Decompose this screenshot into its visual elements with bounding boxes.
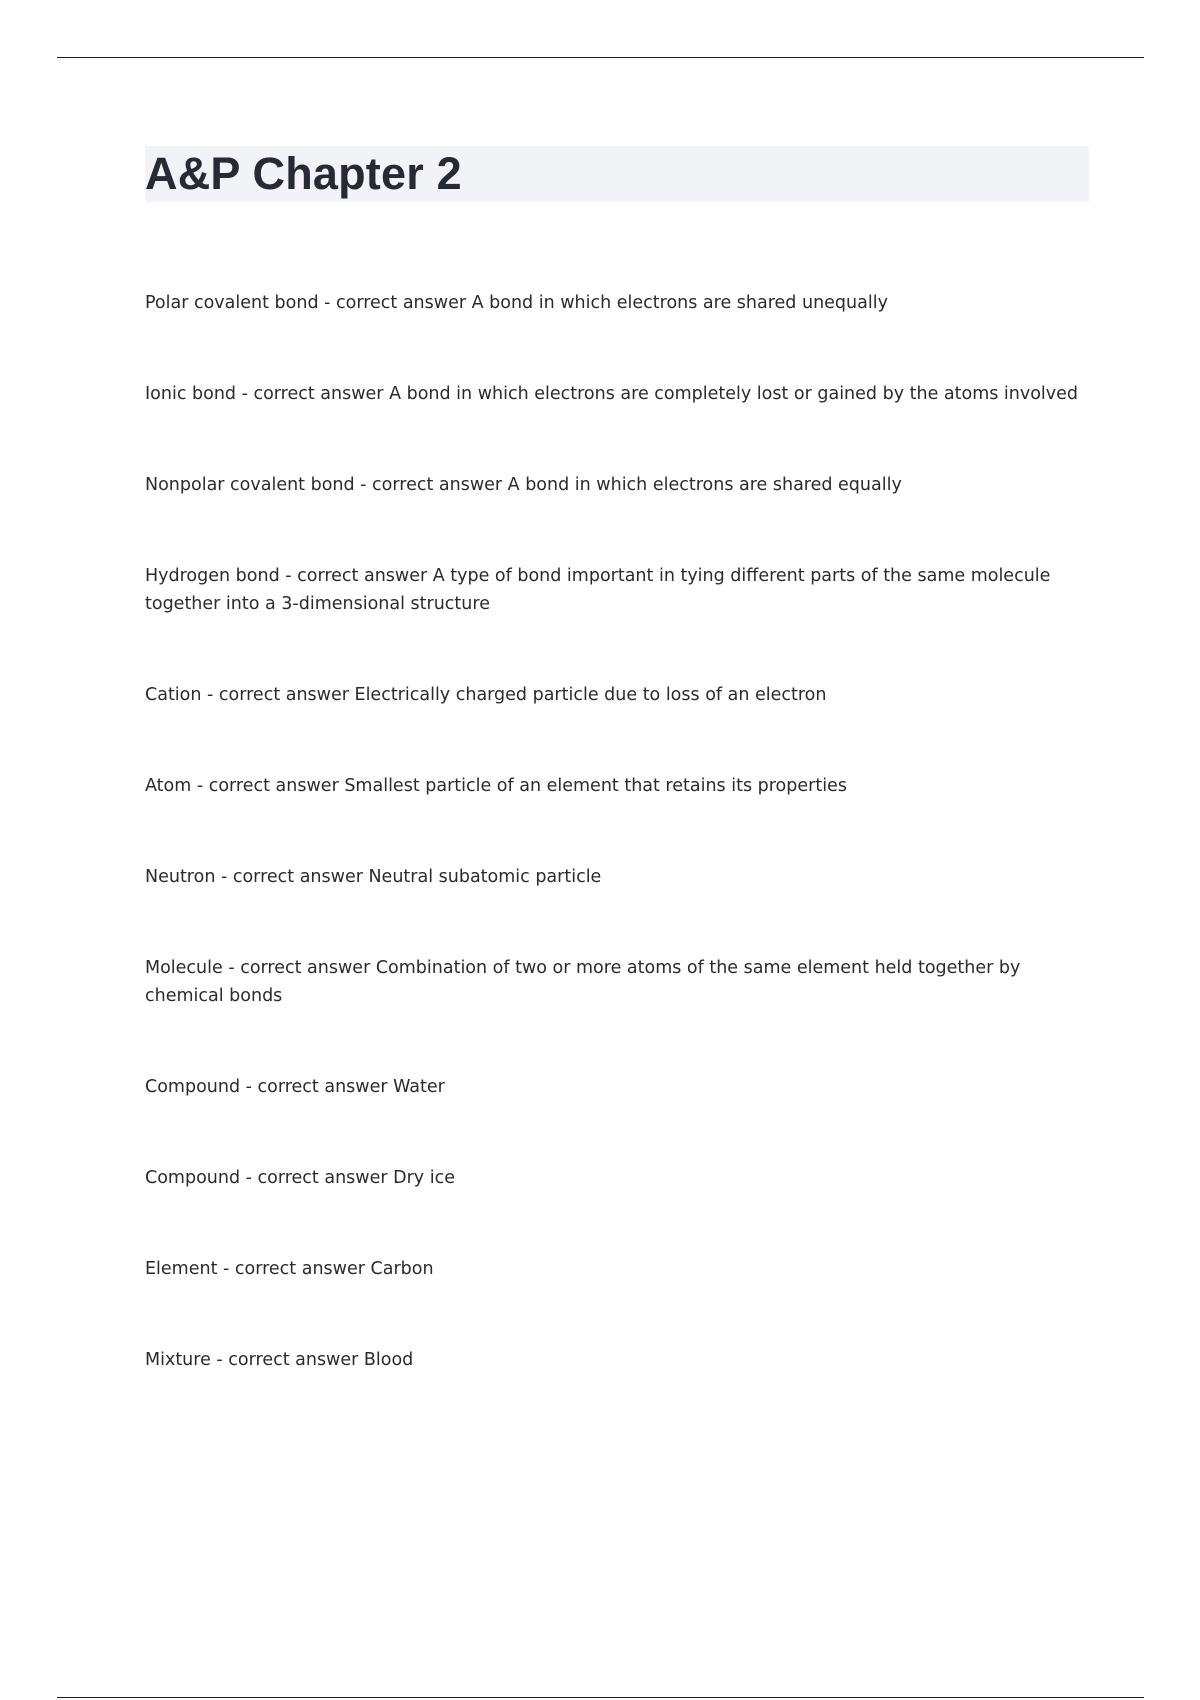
flashcard-entry: Hydrogen bond - correct answer A type of bond important in tying different parts of the same molecule together into a 3-dimensional structure (145, 566, 1051, 614)
top-rule (57, 57, 1144, 58)
flashcard-entry: Compound - correct answer Dry ice (145, 1168, 455, 1188)
flashcard-entry: Polar covalent bond - correct answer A bond in which electrons are shared unequally (145, 293, 888, 313)
bottom-rule (57, 1697, 1144, 1698)
flashcard-entry: Atom - correct answer Smallest particle of an element that retains its properties (145, 776, 847, 796)
flashcard-entry: Nonpolar covalent bond - correct answer A bond in which electrons are shared equally (145, 475, 902, 495)
flashcard-list (145, 289, 1085, 1374)
flashcard-entry: Neutron - correct answer Neutral subatomic particle (145, 867, 602, 887)
flashcard-entry: Cation - correct answer Electrically charged particle due to loss of an electron (145, 685, 827, 705)
flashcard-entry: Element - correct answer Carbon (145, 1259, 434, 1279)
page-title: A&P Chapter 2 (145, 148, 462, 199)
flashcard-entry: Ionic bond - correct answer A bond in which electrons are completely lost or gained by the atoms involved (145, 384, 1079, 404)
flashcard-entry: Compound - correct answer Water (145, 1077, 445, 1097)
flashcard-entry: Molecule - correct answer Combination of two or more atoms of the same element held together by chemical bonds (145, 958, 1021, 1006)
flashcard-entry: Mixture - correct answer Blood (145, 1350, 414, 1370)
